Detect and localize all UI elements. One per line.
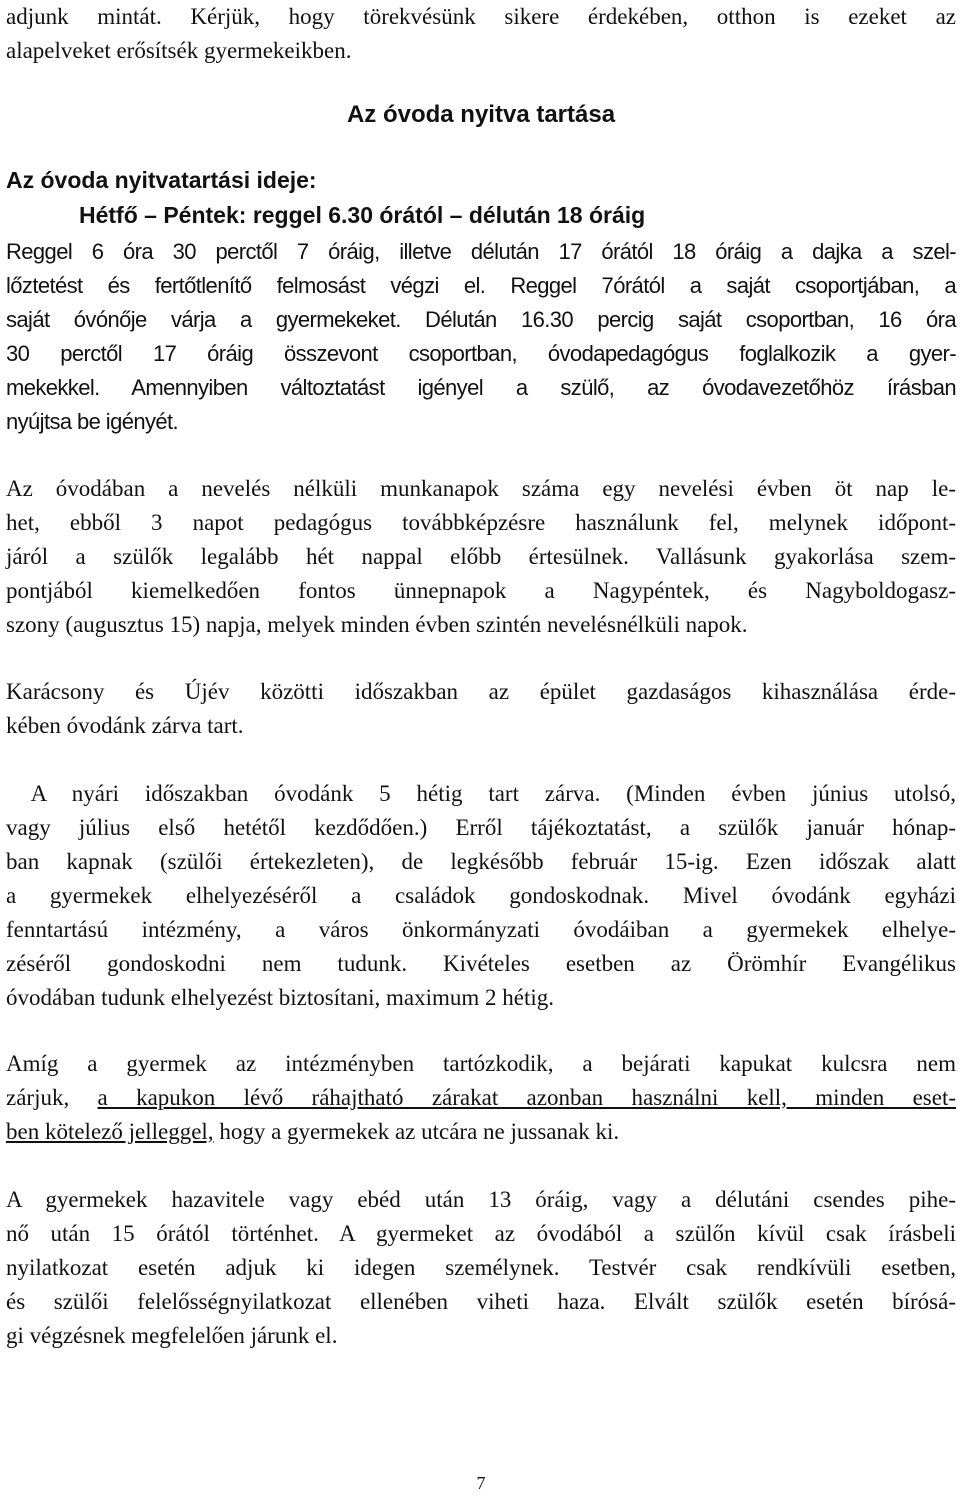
paragraph-line: Az óvodában a nevelés nélküli munkanapok száma egy nevelési évben öt nap le- bbox=[6, 476, 956, 501]
paragraph-line: fenntartású intézmény, a város önkormányzati óvodáiban a gyermekek elhelye- bbox=[6, 917, 956, 942]
paragraph-line: nyújtsa be igényét. bbox=[6, 409, 179, 434]
paragraph-line: mekekkel. Amennyiben változtatást igényel a szülő, az óvodavezetőhöz írásban bbox=[6, 375, 956, 400]
paragraph-line: Amíg a gyermek az intézményben tartózkodik, a bejárati kapukat kulcsra nem bbox=[6, 1051, 956, 1076]
page-number: 7 bbox=[476, 1473, 486, 1493]
opening-hours-label: Az óvoda nyitvatartási ideje: bbox=[6, 167, 317, 193]
paragraph-line: Reggel 6 óra 30 perctől 7 óráig, illetve délután 17 órától 18 óráig a dajka a szel- bbox=[6, 239, 956, 264]
paragraph-line: Karácsony és Újév közötti időszakban az épület gazdaságos kihasználása érde- bbox=[6, 679, 956, 704]
intro-line: adjunk mintát. Kérjük, hogy törekvésünk sikere érdekében, otthon is ezeket az bbox=[6, 4, 956, 29]
paragraph-line: nyilatkozat esetén adjuk ki idegen személynek. Testvér csak rendkívüli esetben, bbox=[6, 1255, 956, 1280]
paragraph-line bbox=[6, 1115, 956, 1149]
paragraph-line: het, ebből 3 napot pedagógus továbbképzésre használunk fel, melynek időpont- bbox=[6, 510, 956, 535]
paragraph-line: és szülői felelősségnyilatkozat ellenében viheti haza. Elvált szülők esetén bírósá- bbox=[6, 1289, 956, 1314]
opening-hours-value: Hétfő – Péntek: reggel 6.30 órától – délután 18 óráig bbox=[79, 202, 646, 228]
paragraph-line: vagy július első hetétől kezdődően.) Erről tájékoztatást, a szülők január hónap- bbox=[6, 815, 956, 840]
paragraph-line: pontjából kiemelkedően fontos ünnepnapok a Nagypéntek, és Nagyboldogasz- bbox=[6, 578, 956, 603]
paragraph-line: szony (augusztus 15) napja, melyek minden évben szintén nevelésnélküli napok. bbox=[6, 612, 748, 637]
plain-text: zárjuk, bbox=[6, 1085, 98, 1110]
paragraph-line: saját óvónője várja a gyermekeket. Délután 16.30 percig saját csoportban, 16 óra bbox=[6, 307, 956, 332]
paragraph-line: kében óvodánk zárva tart. bbox=[6, 713, 244, 738]
paragraph-line: járól a szülők legalább hét nappal előbb értesülnek. Vallásunk gyakorlása szem- bbox=[6, 544, 956, 569]
paragraph-line: óvodában tudunk elhelyezést biztosítani, maximum 2 hétig. bbox=[6, 985, 555, 1010]
section-heading: Az óvoda nyitva tartása bbox=[346, 101, 616, 128]
plain-text: hogy a gyermekek az utcára ne jussanak ki. bbox=[213, 1119, 620, 1144]
paragraph-line: ban kapnak (szülői értekezleten), de legkésőbb február 15-ig. Ezen időszak alatt bbox=[6, 849, 956, 874]
paragraph-line: lőztetést és fertőtlenítő felmosást végzi el. Reggel 7órától a saját csoportjában, a bbox=[6, 273, 956, 298]
paragraph-line bbox=[6, 1081, 956, 1115]
paragraph-line: A nyári időszakban óvodánk 5 hétig tart zárva. (Minden évben június utolsó, bbox=[6, 781, 956, 806]
paragraph-line: zéséről gondoskodni nem tudunk. Kivételes esetben az Örömhír Evangélikus bbox=[6, 951, 956, 976]
paragraph-line: A gyermekek hazavitele vagy ebéd után 13 óráig, vagy a délutáni csendes pihe- bbox=[6, 1187, 956, 1212]
paragraph-line: gi végzésnek megfelelően járunk el. bbox=[6, 1323, 338, 1348]
paragraph-line: a gyermekek elhelyezéséről a családok gondoskodnak. Mivel óvodánk egyházi bbox=[6, 883, 956, 908]
paragraph-line: 30 perctől 17 óráig összevont csoportban, óvodapedagógus foglalkozik a gyer- bbox=[6, 341, 956, 366]
paragraph-line: nő után 15 órától történhet. A gyermeket az óvodából a szülőn kívül csak írásbeli bbox=[6, 1221, 956, 1246]
intro-line: alapelveket erősítsék gyermekeikben. bbox=[6, 38, 352, 63]
underlined-text: a kapukon lévő ráhajtható zárakat azonban használni kell, minden eset- bbox=[97, 1085, 956, 1110]
underlined-text: ben kötelező jelleggel, bbox=[6, 1119, 214, 1144]
